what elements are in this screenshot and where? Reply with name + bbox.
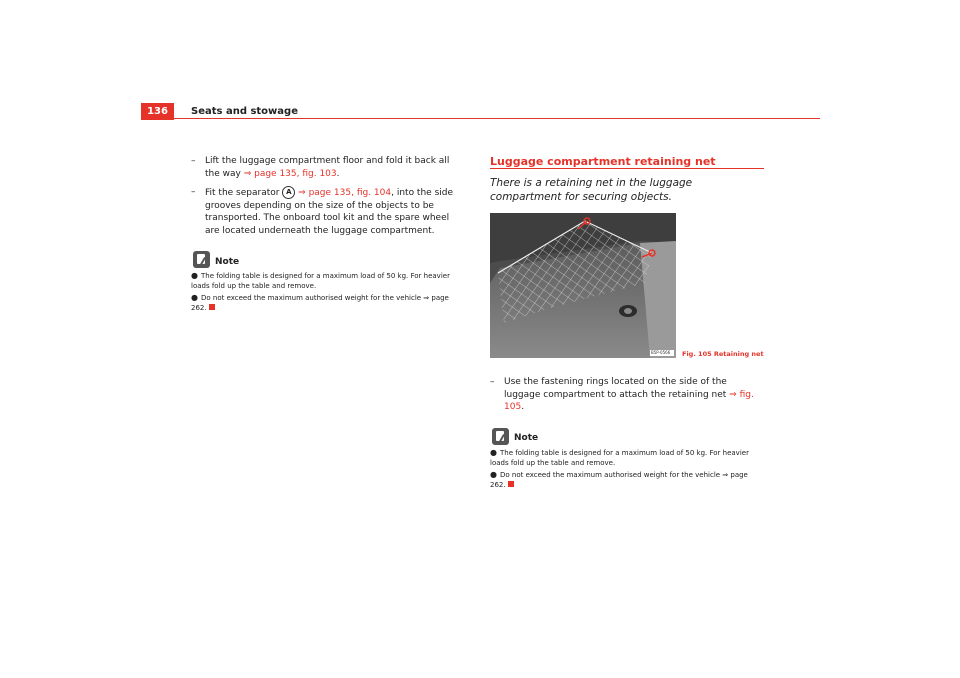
note-bullet: ● The folding table is designed for a maximum load of 50 kg. For heavier loads fold up the table and remove. (490, 447, 749, 467)
header-rule (141, 118, 820, 119)
retaining-net-photo (490, 213, 676, 358)
heading-rule (490, 168, 764, 169)
end-mark-icon (508, 481, 514, 487)
step-text: Use the fastening rings located on the side of the luggage compartment to attach the retaining net (504, 377, 730, 400)
section-heading: Luggage compartment retaining net (490, 155, 716, 168)
step-attach-net: – Use the fastening rings located on the side of the luggage compartment to attach the retaining net ⇒ fig. 105. (490, 377, 754, 412)
page-reference-link[interactable]: ⇒ page 135, fig. 104 (295, 188, 392, 198)
callout-badge-a: A (282, 186, 295, 199)
step-text: Lift the luggage compartment floor and fold it back all the way (205, 156, 450, 179)
note-icon (193, 251, 210, 268)
page-reference-link[interactable]: ⇒ page 135, fig. 103 (243, 168, 337, 179)
step-text: , into the side grooves depending on the size of the objects to be transported. The onboard tool kit and the spare wheel are located underneath the luggage compartment. (205, 188, 454, 236)
note-block (492, 428, 765, 490)
note-block (193, 251, 466, 313)
luggage-compartment-illustration (490, 213, 676, 358)
section-title: Seats and stowage (191, 106, 298, 117)
step-lift-floor: – Lift the luggage compartment floor and fold it back all the way ⇒ page 135, fig. 103. (191, 156, 450, 179)
step-text: Fit the separator (205, 188, 283, 198)
figure-caption: Fig. 105 Retaining net (682, 350, 764, 358)
note-label: Note (215, 256, 240, 267)
note-bullet: ● Do not exceed the maximum authorised weight for the vehicle ⇒ page 262. (191, 293, 449, 312)
left-column (191, 155, 466, 313)
note-bullet: ● The folding table is designed for a maximum load of 50 kg. For heavier loads fold up the table and remove. (191, 271, 450, 290)
step-fit-separator: – Fit the separator A ⇒ page 135, fig. 104, into the side grooves depending on the size of the objects to be transported. The onboard tool kit and the spare wheel are located underneath the luggage compartment. (191, 187, 454, 236)
end-mark-icon (209, 304, 215, 310)
right-step-block (490, 376, 765, 490)
figure-reference-link[interactable]: ⇒ fig. 105 (504, 389, 754, 412)
intro-text: There is a retaining net in the luggage compartment for securing objects. (490, 177, 693, 203)
note-label: Note (514, 433, 539, 443)
note-icon (492, 428, 509, 445)
note-bullet: ● Do not exceed the maximum authorised weight for the vehicle ⇒ page 262. (490, 469, 748, 489)
page-number: 136 (141, 103, 174, 120)
figure-code: B5P-0566 (651, 350, 671, 355)
